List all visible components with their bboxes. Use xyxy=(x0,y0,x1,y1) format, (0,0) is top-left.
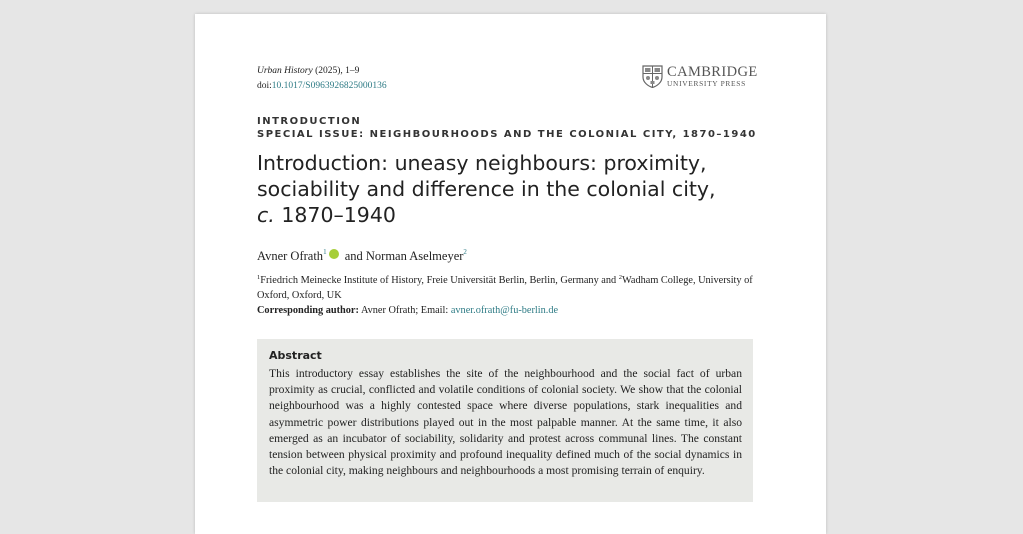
cambridge-logo[interactable] xyxy=(642,65,758,88)
article-page xyxy=(195,14,826,534)
abstract-box xyxy=(257,339,753,502)
affiliation-2-marker: 2 xyxy=(618,274,622,281)
publisher-line2: UNIVERSITY PRESS xyxy=(667,79,746,88)
corresponding-text: Avner Ofrath; Email: xyxy=(358,305,451,316)
article-type: INTRODUCTION xyxy=(257,116,362,127)
abstract-text: This introductory essay establishes the site of the neighbourhood and the social fact of urban proximity as crucial, conflicted and volatile conditions of colonial society. We show that the colonial neighbourhood was a highly contested space where diverse populations, stark inequalities and asymmetric power distributions played out in the most palpable manner. At the same time, it also emerged as an incubator of sociability, solidarity and protest across communal lines. The constant tension between physical proximity and profound inequality defined much of the social dynamics in the colonial city, making neighbours and neighbourhoods a most promising terrain of enquiry. xyxy=(269,367,742,478)
corresponding-author xyxy=(257,303,755,318)
affiliation-1: Friedrich Meinecke Institute of History, Freie Universität Berlin, Berlin, Germany and xyxy=(260,275,619,286)
title-line-2: sociability and difference in the colonial city, xyxy=(257,177,716,201)
journal-year-pages: (2025), 1–9 xyxy=(312,66,360,76)
article-kicker xyxy=(257,115,757,141)
author-2-affil-ref[interactable]: 2 xyxy=(463,248,467,256)
doi-prefix: doi: xyxy=(257,81,272,91)
email-link[interactable]: avner.ofrath@fu-berlin.de xyxy=(450,305,559,316)
affiliation-text xyxy=(257,270,755,303)
corresponding-label: Corresponding author: xyxy=(257,305,359,316)
doi-link[interactable]: 10.1017/S0963926825000136 xyxy=(271,81,387,91)
author-conjunction: and xyxy=(341,249,366,263)
affiliation-1-marker: 1 xyxy=(257,274,261,281)
title-line-1: Introduction: uneasy neighbours: proximity, xyxy=(257,151,707,175)
journal-citation xyxy=(257,64,387,79)
affiliations xyxy=(257,270,755,318)
publisher-name xyxy=(667,65,758,88)
journal-name: Urban History xyxy=(257,66,313,76)
abstract-heading: Abstract xyxy=(269,349,322,362)
author-2[interactable]: Norman Aselmeyer xyxy=(365,249,464,263)
title-years: 1870–1940 xyxy=(274,203,396,227)
special-issue: SPECIAL ISSUE: NEIGHBOURHOODS AND THE COLONIAL CITY, 1870–1940 xyxy=(257,129,757,140)
publisher-line1: CAMBRIDGE xyxy=(667,64,758,80)
author-1-affil-ref[interactable]: 1 xyxy=(323,248,327,256)
author-1[interactable]: Avner Ofrath xyxy=(257,249,324,263)
cambridge-shield-icon xyxy=(642,65,663,88)
article-title xyxy=(257,150,777,228)
orcid-icon[interactable] xyxy=(329,249,339,259)
author-list xyxy=(257,244,467,264)
title-circa: c. xyxy=(257,203,275,227)
journal-info xyxy=(257,64,387,94)
doi-line xyxy=(257,79,387,94)
affiliation-2: Wadham College, University of Oxford, Oxford, UK xyxy=(257,275,753,301)
title-line-3 xyxy=(257,202,777,228)
